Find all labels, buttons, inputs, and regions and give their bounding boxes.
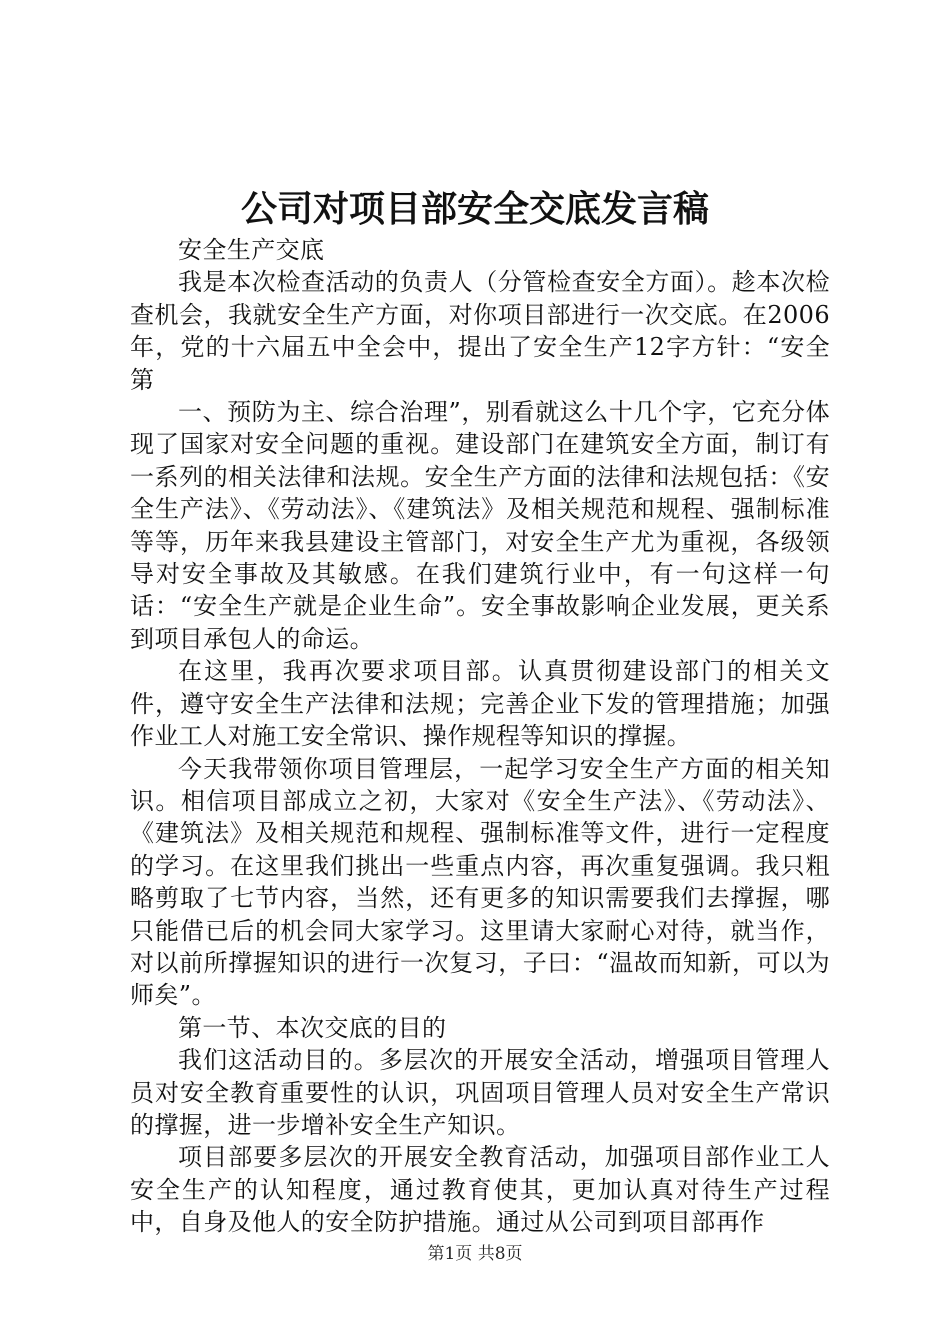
paragraph-section-heading: 安全生产交底 [178, 236, 325, 264]
paragraph: 我们这活动目的。多层次的开展安全活动，增强项目管理人员对安全教育重要性的认识，巩固项目管理人员对安全生产常识的撑握，进一步增补安全生产知识。 [130, 1046, 830, 1139]
paragraph: 我是本次检查活动的负责人（分管检查安全方面）。趁本次检查机会，我就安全生产方面，对你项目部进行一次交底。在2006年，党的十六届五中全会中，提出了安全生产12字方针：“安全第 [130, 268, 830, 394]
paragraph: 在这里，我再次要求项目部。认真贯彻建设部门的相关文件，遵守安全生产法律和法规；完善企业下发的管理措施；加强作业工人对施工安全常识、操作规程等知识的撑握。 [130, 657, 830, 751]
paragraph: 今天我带领你项目管理层，一起学习安全生产方面的相关知识。相信项目部成立之初，大家对《安全生产法》、《劳动法》、《建筑法》及相关规范和规程、强制标准等文件，进行一定程度的学习。在这里我们挑出一些重点内容，再次重复强调。我只粗略剪取了七节内容，当然，还有更多的知识需要我们去撑握，哪只能借已后的机会同大家学习。这里请大家耐心对待，就当作，对以前所撑握知识的进行一次复习，子曰：“温故而知新，可以为师矣”。 [130, 754, 830, 1010]
paragraph: 项目部要多层次的开展安全教育活动，加强项目部作业工人安全生产的认知程度，通过教育使其，更加认真对待生产过程中，自身及他人的安全防护措施。通过从公司到项目部再作 [130, 1143, 830, 1237]
paragraph: 一、预防为主、综合治理”，别看就这么十几个字，它充分体现了国家对安全问题的重视。建设部门在建筑安全方面，制订有一系列的相关法律和法规。安全生产方面的法律和法规包括：《安全生产法》、《劳动法》、《建筑法》及相关规范和规程、强制标准等等，历年来我县建设主管部门，对安全生产尤为重视，各级领导对安全事故及其敏感。在我们建筑行业中，有一句这样一句话：“安全生产就是企业生命”。安全事故影响企业发展，更关系到项目承包人的命运。 [130, 398, 830, 653]
section-heading: 第一节、本次交底的目的 [178, 1013, 447, 1042]
document-body [130, 234, 830, 1239]
page-footer: 第1页 共8页 [427, 1244, 523, 1264]
document-title: 公司对项目部安全交底发言稿 [240, 188, 709, 230]
